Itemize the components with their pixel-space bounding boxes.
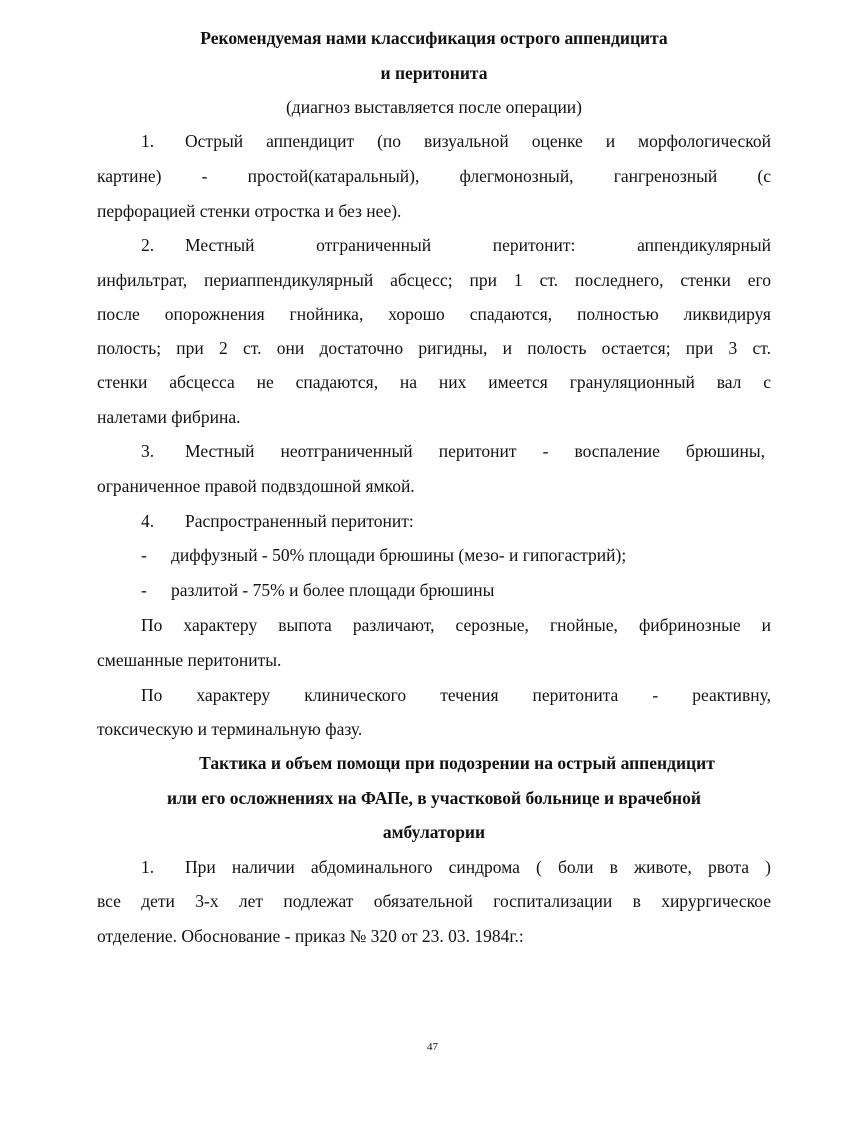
item1-text: Острый аппендицит (по визуальной оценке и морфологической [185,131,771,151]
exudate-line2: смешанные перитониты. [97,650,282,670]
item2-line2: инфильтрат, периаппендикулярный абсцесс; при 1 ст. последнего, стенки его [97,270,771,290]
tactic1-number: 1. [141,857,155,877]
tactic1-line3: отделение. Обоснование - приказ № 320 от 23. 03. 1984г.: [97,926,524,946]
course-line2: токсическую и терминальную фазу. [97,719,363,739]
classification-title-line2: и перитонита [380,63,488,83]
item4-sub1-text: диффузный - 50% площади брюшины (мезо- и гипогастрий); [171,545,627,565]
item4-sub2-text: разлитой - 75% и более площади брюшины [171,580,495,600]
item1-line3: перфорацией стенки отростка и без нее). [97,201,402,221]
list-dash: - [141,545,147,565]
classification-subtitle: (диагноз выставляется после операции) [285,97,582,117]
item2-line6: налетами фибрина. [97,407,241,427]
item4-text: Распространенный перитонит: [185,511,414,531]
item3-line1 [141,439,765,463]
tactics-title-line2: или его осложнениях на ФАПе, в участковой больнице и врачебной [167,788,701,808]
item4-sub1 [141,543,771,567]
tactic1-line2: все дети 3-х лет подлежат обязательной госпитализации в хирургическое [97,891,771,911]
tactic1-line1 [141,855,771,879]
item4-number: 4. [141,511,155,531]
item1-number: 1. [141,131,155,151]
tactics-title-line3: амбулатории [382,822,486,842]
item2-line4: полость; при 2 ст. они достаточно ригидны, и полость остается; при 3 ст. [97,338,771,358]
item2-text: Местный отграниченный перитонит: аппендикулярный [185,235,771,255]
item2-number: 2. [141,235,155,255]
item3-text: Местный неотграниченный перитонит - воспаление брюшины, [185,441,765,461]
classification-title-line1: Рекомендуемая нами классификация острого аппендицита [200,28,668,48]
item3-line2: ограниченное правой подвздошной ямкой. [97,476,415,496]
page-number: 47 [427,1041,438,1053]
exudate-line1: По характеру выпота различают, серозные, гнойные, фибринозные и [141,615,771,635]
tactics-title-line1: Тактика и объем помощи при подозрении на острый аппендицит [199,753,715,773]
item2-line3: после опорожнения гнойника, хорошо спадаются, полностью ликвидируя [97,304,771,324]
item1-line1 [141,129,771,153]
item2-line5: стенки абсцесса не спадаются, на них имеется грануляционный вал с [97,372,771,392]
item4-line1 [141,509,771,533]
list-dash: - [141,580,147,600]
item4-sub2 [141,578,771,602]
item2-line1 [141,233,771,257]
course-line1: По характеру клинического течения перитонита - реактивну, [141,685,771,705]
item1-line2: картине) - простой(катаральный), флегмонозный, гангренозный (с [97,166,771,186]
tactic1-text: При наличии абдоминального синдрома ( боли в животе, рвота ) [185,857,771,877]
item3-number: 3. [141,441,155,461]
